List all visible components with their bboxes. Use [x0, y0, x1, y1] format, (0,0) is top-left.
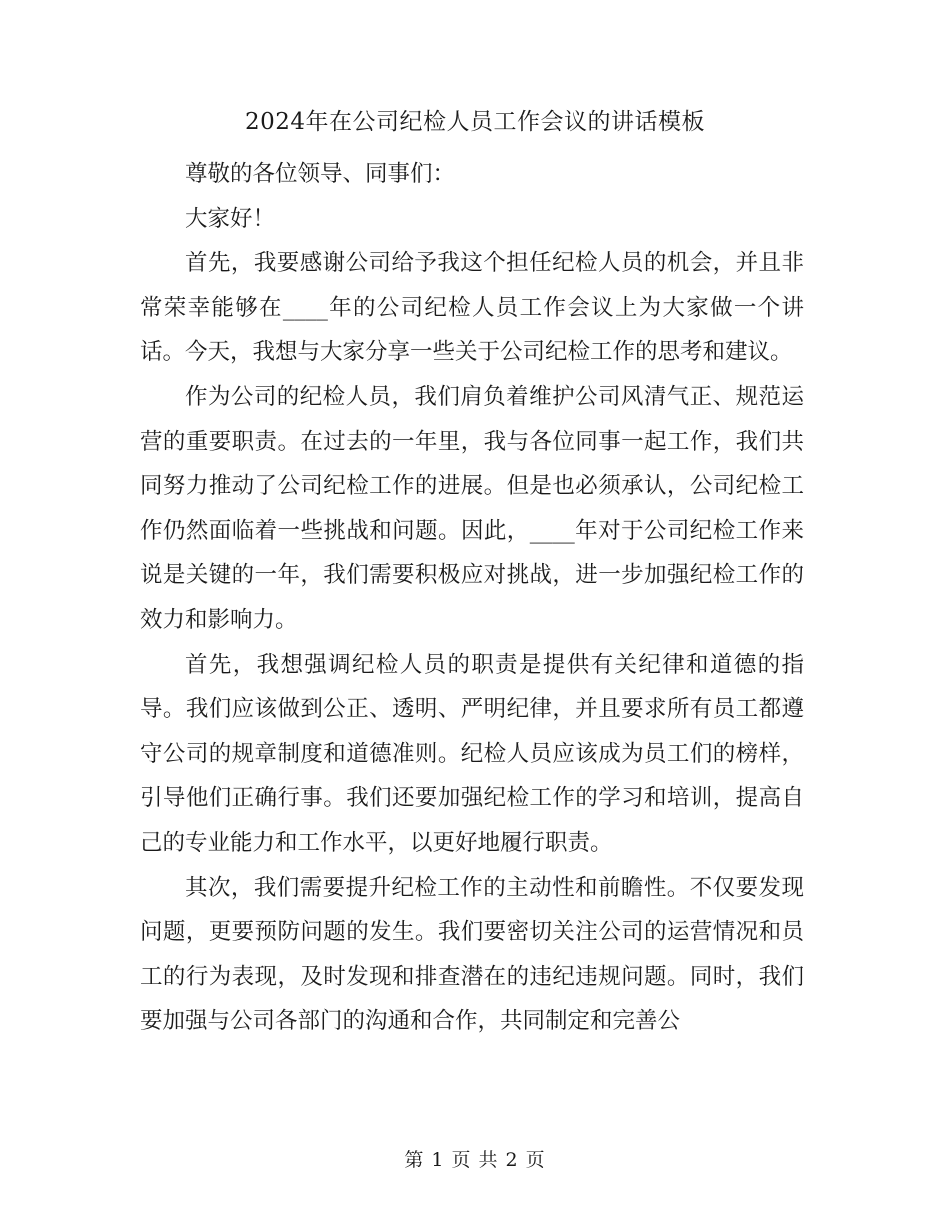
body-paragraph: 首先，我要感谢公司给予我这个担任纪检人员的机会，并且非常荣幸能够在____年的公司纪检人员工作会议上为大家做一个讲话。今天，我想与大家分享一些关于公司纪检工作的思考和建议。 [140, 250, 804, 366]
greeting-paragraph: 大家好！ [185, 205, 276, 232]
body-paragraph: 首先，我想强调纪检人员的职责是提供有关纪律和道德的指导。我们应该做到公正、透明、严明纪律，并且要求所有员工都遵守公司的规章制度和道德准则。纪检人员应该成为员工们的榜样，引导他们正确行事。我们还要加强纪检工作的学习和培训，提高自己的专业能力和工作水平，以更好地履行职责。 [140, 651, 804, 856]
page-number-footer: 第 1 页 共 2 页 [404, 1149, 546, 1171]
document-body [140, 152, 804, 1044]
document-title: 2024年在公司纪检人员工作会议的讲话模板 [244, 109, 706, 135]
body-paragraph: 作为公司的纪检人员，我们肩负着维护公司风清气正、规范运营的重要职责。在过去的一年里，我与各位同事一起工作，我们共同努力推动了公司纪检工作的进展。但是也必须承认，公司纪检工作仍然面临着一些挑战和问题。因此，____年对于公司纪检工作来说是关键的一年，我们需要积极应对挑战，进一步加强纪检工作的效力和影响力。 [140, 383, 804, 633]
body-paragraph: 其次，我们需要提升纪检工作的主动性和前瞻性。不仅要发现问题，更要预防问题的发生。我们要密切关注公司的运营情况和员工的行为表现，及时发现和排查潜在的违纪违规问题。同时，我们要加强与公司各部门的沟通和合作，共同制定和完善公 [140, 874, 804, 1035]
salutation-paragraph: 尊敬的各位领导、同事们： [185, 161, 456, 187]
